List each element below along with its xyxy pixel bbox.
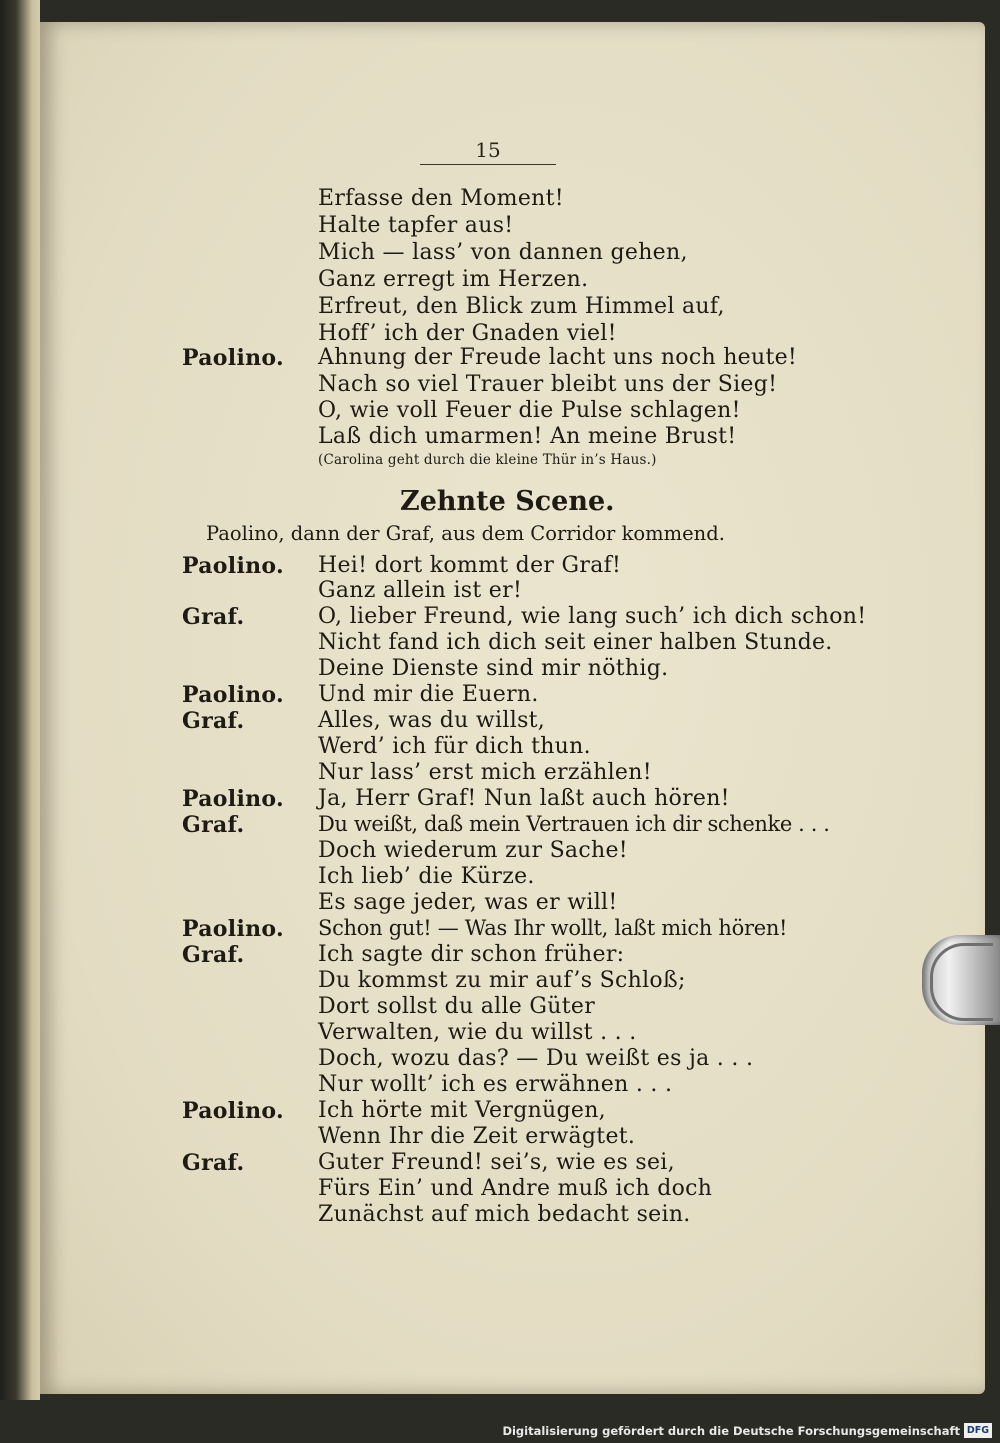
verse-line: Es sage jeder, was er will! <box>318 890 618 915</box>
speaker-graf: Graf. <box>182 942 245 968</box>
verse-line: Doch, wozu das? — Du weißt es ja . . . <box>318 1046 754 1071</box>
verse-line: Und mir die Euern. <box>318 682 539 707</box>
verse-line: Halte tapfer aus! <box>318 213 514 238</box>
verse-line: Alles, was du willst, <box>318 708 546 733</box>
verse-line: Deine Dienste sind mir nöthig. <box>318 656 669 681</box>
verse-line: Du kommst zu mir auf’s Schloß; <box>318 968 686 993</box>
page-number: 15 <box>475 138 501 162</box>
verse-line: Erfasse den Moment! <box>318 186 564 211</box>
verse-line: Ich lieb’ die Kürze. <box>318 864 535 889</box>
verse-line: Nach so viel Trauer bleibt uns der Sieg! <box>318 372 778 397</box>
verse-line: Laß dich umarmen! An meine Brust! <box>318 424 737 449</box>
verse-line: Nur wollt’ ich es erwähnen . . . <box>318 1072 673 1097</box>
verse-line: Dort sollst du alle Güter <box>318 994 596 1019</box>
speaker-paolino: Paolino. <box>182 1098 284 1124</box>
verse-line: Du weißt, daß mein Vertrauen ich dir schenke . . . <box>318 812 830 836</box>
verse-line: Nicht fand ich dich seit einer halben Stunde. <box>318 630 833 655</box>
verse-line: Mich — lass’ von dannen gehen, <box>318 240 688 265</box>
book-spine <box>0 0 40 1400</box>
speaker-graf: Graf. <box>182 708 245 734</box>
scene-cast: Paolino, dann der Graf, aus dem Corridor kommend. <box>206 522 725 545</box>
page-clip <box>922 935 1000 1025</box>
page-number-rule <box>420 164 556 165</box>
verse-line: Zunächst auf mich bedacht sein. <box>318 1202 691 1227</box>
verse-line: Werd’ ich für dich thun. <box>318 734 591 759</box>
verse-line: Fürs Ein’ und Andre muß ich doch <box>318 1176 713 1201</box>
verse-line: Ganz erregt im Herzen. <box>318 267 589 292</box>
verse-line: Ich hörte mit Vergnügen, <box>318 1098 606 1123</box>
verse-line: Erfreut, den Blick zum Himmel auf, <box>318 294 725 319</box>
speaker-paolino: Paolino. <box>182 345 284 371</box>
digitization-credit: Digitalisierung gefördert durch die Deutsche Forschungsgemeinschaft <box>502 1424 960 1438</box>
verse-line: Doch wiederum zur Sache! <box>318 838 628 863</box>
speaker-graf: Graf. <box>182 604 245 630</box>
verse-line: O, lieber Freund, wie lang such’ ich dich schon! <box>318 604 867 629</box>
verse-line: Ja, Herr Graf! Nun laßt auch hören! <box>318 786 730 811</box>
speaker-paolino: Paolino. <box>182 786 284 812</box>
verse-line: Hei! dort kommt der Graf! <box>318 553 622 578</box>
verse-line: Wenn Ihr die Zeit erwägtet. <box>318 1124 636 1149</box>
scene-title: Zehnte Scene. <box>400 486 615 517</box>
verse-line: Hoff’ ich der Gnaden viel! <box>318 321 617 346</box>
stage-direction: (Carolina geht durch die kleine Thür in’s Haus.) <box>318 452 657 468</box>
verse-line: Guter Freund! sei’s, wie es sei, <box>318 1150 675 1175</box>
dfg-logo: DFG <box>964 1423 992 1438</box>
verse-line: Verwalten, wie du willst . . . <box>318 1020 637 1045</box>
verse-line: Ganz allein ist er! <box>318 578 523 603</box>
speaker-graf: Graf. <box>182 1150 245 1176</box>
speaker-paolino: Paolino. <box>182 553 284 579</box>
speaker-paolino: Paolino. <box>182 916 284 942</box>
verse-line: Ich sagte dir schon früher: <box>318 942 625 967</box>
speaker-paolino: Paolino. <box>182 682 284 708</box>
verse-line: Nur lass’ erst mich erzählen! <box>318 760 652 785</box>
verse-line: Schon gut! — Was Ihr wollt, laßt mich hören! <box>318 916 788 940</box>
verse-line: Ahnung der Freude lacht uns noch heute! <box>318 345 798 370</box>
speaker-graf: Graf. <box>182 812 245 838</box>
verse-line: O, wie voll Feuer die Pulse schlagen! <box>318 398 741 423</box>
